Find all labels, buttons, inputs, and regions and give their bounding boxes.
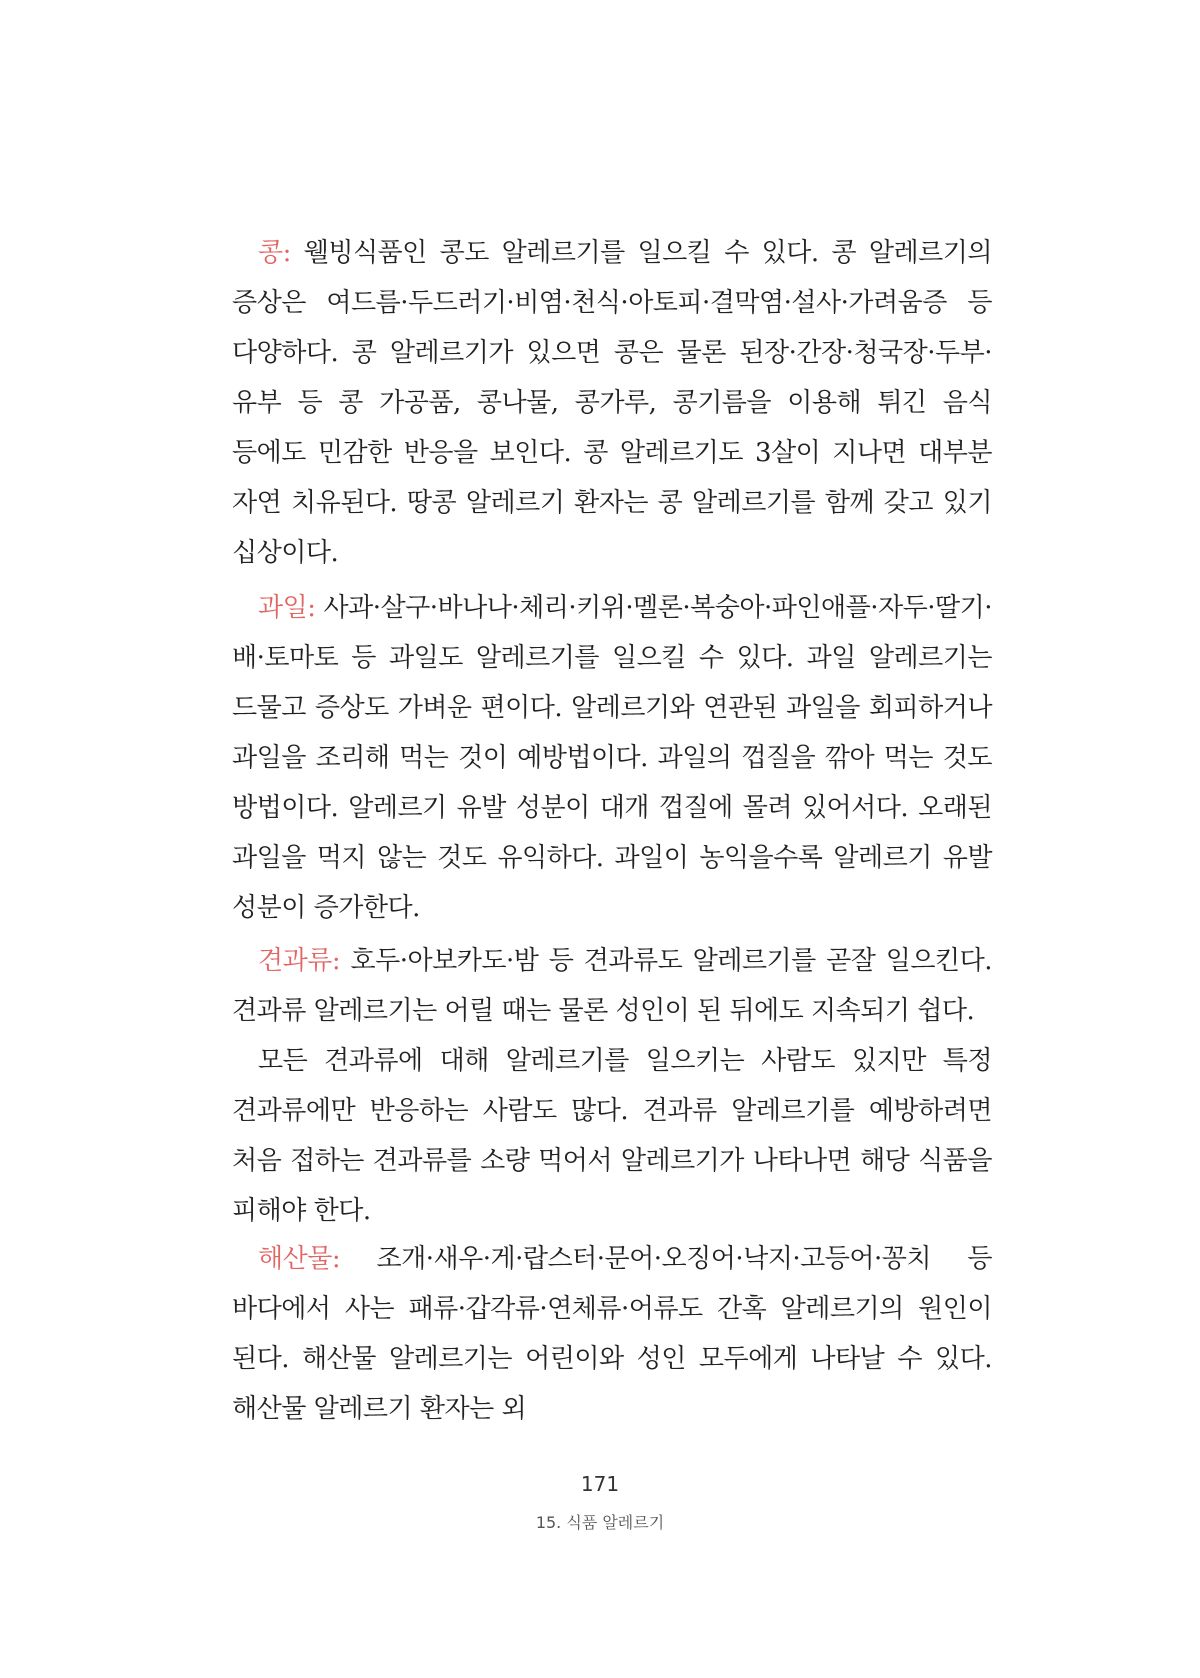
label-fruit: 과일: <box>258 593 316 623</box>
label-seafood: 해산물: <box>258 1244 341 1274</box>
text-nuts: 호두·아보카도·밤 등 견과류도 알레르기를 곧잘 일으킨다. 견과류 알레르기는 어릴 때는 물론 성인이 된 뒤에도 지속되기 쉽다. <box>232 946 992 1026</box>
text-fruit: 사과·살구·바나나·체리·키위·멜론·복숭아·파인애플·자두·딸기·배·토마토 등 과일도 알레르기를 일으킬 수 있다. 과일 알레르기는 드물고 증상도 가벼운 편이다. 알레르기와 연관된 과일을 회피하거나 과일을 조리해 먹는 것이 예방법이다. 과일의 껍질을 깎아 먹는 것도 방법이다. 알레르기 유발 성분이 대개 껍질에 몰려 있어서다. 오래된 과일을 먹지 않는 것도 유익하다. 과일이 농익을수록 알레르기 유발 성분이 증가한다. <box>232 593 992 923</box>
section-seafood <box>232 1234 992 1434</box>
chapter-title: 15. 식품 알레르기 <box>535 1513 665 1532</box>
label-nuts: 견과류: <box>258 946 341 976</box>
section-fruit <box>232 583 992 933</box>
text-bean: 웰빙식품인 콩도 알레르기를 일으킬 수 있다. 콩 알레르기의 증상은 여드름·두드러기·비염·천식·아토피·결막염·설사·가려움증 등 다양하다. 콩 알레르기가 있으면 콩은 물론 된장·간장·청국장·두부·유부 등 콩 가공품, 콩나물, 콩가루, 콩기름을 이용해 튀긴 음식 등에도 민감한 반응을 보인다. 콩 알레르기도 3살이 지나면 대부분 자연 치유된다. 땅콩 알레르기 환자는 콩 알레르기를 함께 갖고 있기 십상이다. <box>232 238 992 568</box>
paragraph-nuts-2: 모든 견과류에 대해 알레르기를 일으키는 사람도 있지만 특정 견과류에만 반응하는 사람도 많다. 견과류 알레르기를 예방하려면 처음 접하는 견과류를 소량 먹어서 알레르기가 나타나면 해당 식품을 피해야 한다. <box>232 1046 992 1226</box>
label-bean: 콩: <box>258 238 291 268</box>
paragraph-nuts <box>232 936 992 1036</box>
section-bean <box>232 228 992 578</box>
page-number: 171 <box>580 1472 620 1496</box>
text-seafood: 조개·새우·게·랍스터·문어·오징어·낙지·고등어·꽁치 등 바다에서 사는 패류·갑각류·연체류·어류도 간혹 알레르기의 원인이 된다. 해산물 알레르기는 어린이와 성인 모두에게 나타날 수 있다. 해산물 알레르기 환자는 외 <box>232 1244 992 1424</box>
section-nuts <box>232 936 992 1236</box>
paragraph-bean <box>232 228 992 578</box>
paragraph-seafood <box>232 1234 992 1434</box>
paragraph-fruit <box>232 583 992 933</box>
